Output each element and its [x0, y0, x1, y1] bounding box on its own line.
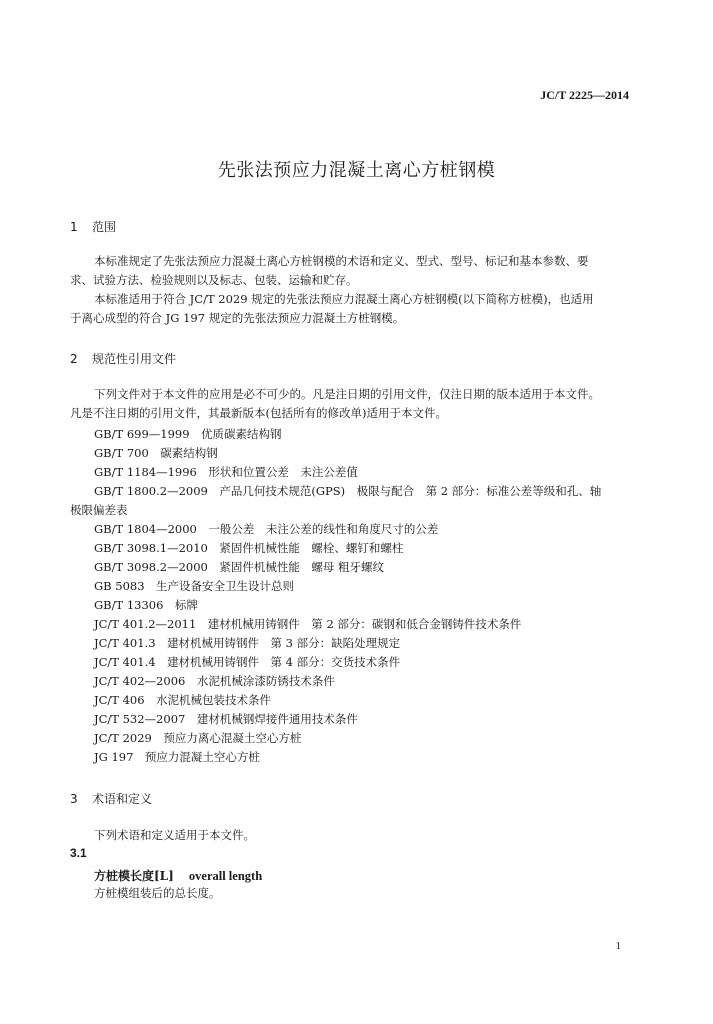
reference-item: GB/T 1184—1996 形状和位置公差 未注公差值 [94, 465, 358, 479]
section-3-title: 术语和定义 [92, 792, 153, 806]
standard-code: JC/T 2225—2014 [540, 88, 629, 102]
section-1-para-line-1: 本标准规定了先张法预应力混凝土离心方桩钢模的术语和定义、型式、型号、标记和基本参数、要 [94, 254, 589, 268]
term-number: 3.1 [70, 846, 87, 860]
reference-item: JC/T 406 水泥机械包装技术条件 [94, 693, 272, 707]
section-1-heading [70, 218, 116, 235]
section-2-heading [70, 350, 176, 367]
reference-item: GB/T 1800.2—2009 产品几何技术规范(GPS) 极限与配合 第 2 部分：标准公差等级和孔、轴 [94, 484, 602, 498]
term-name-cn: 方桩模长度[L] [94, 869, 174, 883]
reference-item: JC/T 402—2006 水泥机械涂漆防锈技术条件 [94, 674, 335, 688]
section-3-number: 3 [70, 792, 78, 806]
reference-item: JG 197 预应力混凝土空心方桩 [94, 750, 260, 764]
term-name-en: overall length [188, 869, 263, 883]
reference-item: GB 5083 生产设备安全卫生设计总则 [94, 579, 295, 593]
page-number: 1 [615, 940, 621, 952]
reference-item: JC/T 401.4 建材机械用铸钢件 第 4 部分：交货技术条件 [94, 655, 401, 669]
document-title: 先张法预应力混凝土离心方桩钢模 [217, 160, 496, 181]
reference-item: GB/T 3098.1—2010 紧固件机械性能 螺栓、螺钉和螺柱 [94, 541, 404, 555]
reference-item: JC/T 401.3 建材机械用铸钢件 第 3 部分：缺陷处理规定 [94, 636, 401, 650]
reference-item: GB/T 700 碳素结构钢 [94, 446, 218, 460]
reference-item-continuation: 极限偏差表 [70, 503, 128, 517]
section-2-number: 2 [70, 352, 78, 366]
reference-item: GB/T 3098.2—2000 紧固件机械性能 螺母 粗牙螺纹 [94, 560, 384, 574]
reference-item: JC/T 2029 预应力离心混凝土空心方桩 [94, 731, 302, 745]
section-3-heading [70, 790, 152, 807]
section-1-para-line-3: 本标准适用于符合 JC/T 2029 规定的先张法预应力混凝土离心方桩钢模(以下简称方桩模)，也适用 [94, 292, 594, 306]
reference-item: GB/T 1804—2000 一般公差 未注公差的线性和角度尺寸的公差 [94, 522, 439, 536]
section-2-intro-line-1: 下列文件对于本文件的应用是必不可少的。凡是注日期的引用文件，仅注日期的版本适用于本文件。 [94, 387, 600, 401]
term-definition: 方桩模组装后的总长度。 [94, 886, 221, 900]
section-1-para-line-2: 求、试验方法、检验规则以及标志、包装、运输和贮存。 [70, 273, 358, 287]
section-1-title: 范围 [92, 220, 117, 234]
section-2-intro-line-2: 凡是不注日期的引用文件，其最新版本(包括所有的修改单)适用于本文件。 [70, 406, 447, 420]
reference-item: GB/T 699—1999 优质碳素结构钢 [94, 427, 282, 441]
reference-item: GB/T 13306 标牌 [94, 598, 198, 612]
section-1-para-line-4: 于离心成型的符合 JG 197 规定的先张法预应力混凝土方桩钢模。 [70, 311, 405, 325]
reference-item: JC/T 401.2—2011 建材机械用铸钢件 第 2 部分：碳钢和低合金钢铸件技术条件 [94, 617, 522, 631]
reference-item: JC/T 532—2007 建材机械钢焊接件通用技术条件 [94, 712, 358, 726]
section-3-intro: 下列术语和定义适用于本文件。 [94, 828, 255, 842]
section-1-number: 1 [70, 220, 78, 234]
section-2-title: 规范性引用文件 [92, 352, 177, 366]
term-heading [94, 865, 262, 884]
